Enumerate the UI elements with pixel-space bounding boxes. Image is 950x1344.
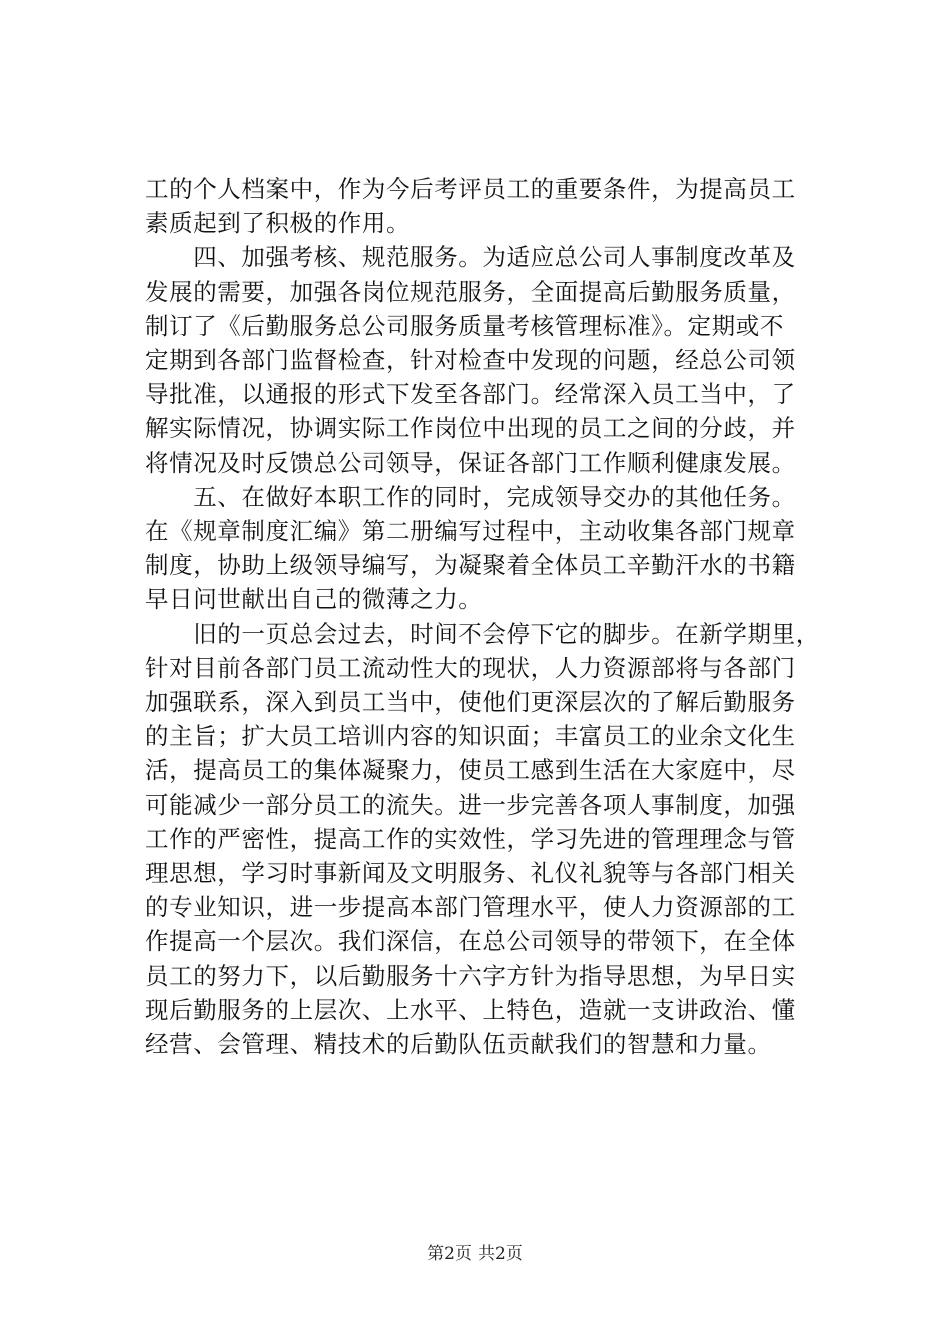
text-line: 导批准，以通报的形式下发至各部门。经常深入员工当中，了	[145, 380, 796, 409]
text-line: 四、加强考核、规范服务。为适应总公司人事制度改革及	[145, 243, 796, 272]
text-line: 解实际情况，协调实际工作岗位中出现的员工之间的分歧，并	[145, 414, 796, 443]
text-line: 定期到各部门监督检查，针对检查中发现的问题，经总公司领	[145, 346, 796, 375]
text-line: 作提高一个层次。我们深信，在总公司领导的带领下，在全体	[145, 927, 796, 956]
text-line: 活，提高员工的集体凝聚力，使员工感到生活在大家庭中，尽	[145, 756, 796, 785]
page-footer	[0, 1243, 950, 1265]
text-line: 制度，协助上级领导编写，为凝聚着全体员工辛勤汗水的书籍	[145, 551, 796, 580]
text-line: 早日问世献出自己的微薄之力。	[145, 585, 483, 614]
text-line: 员工的努力下，以后勤服务十六字方针为指导思想，为早日实	[145, 961, 796, 990]
page-total: 共2页	[478, 1244, 523, 1264]
text-line: 的主旨；扩大员工培训内容的知识面；丰富员工的业余文化生	[145, 722, 796, 751]
text-line: 旧的一页总会过去，时间不会停下它的脚步。在新学期里，	[145, 619, 820, 648]
document-body	[145, 172, 835, 1061]
text-line: 将情况及时反馈总公司领导，保证各部门工作顺利健康发展。	[145, 448, 796, 477]
text-line: 针对目前各部门员工流动性大的现状，人力资源部将与各部门	[145, 653, 796, 682]
text-line: 的专业知识，进一步提高本部门管理水平，使人力资源部的工	[145, 893, 796, 922]
text-line: 现后勤服务的上层次、上水平、上特色，造就一支讲政治、懂	[145, 995, 796, 1024]
text-line: 工的个人档案中，作为今后考评员工的重要条件，为提高员工	[145, 175, 796, 203]
text-line: 发展的需要，加强各岗位规范服务，全面提高后勤服务质量，	[145, 277, 796, 306]
text-line: 经营、会管理、精技术的后勤队伍贡献我们的智慧和力量。	[145, 1030, 772, 1059]
text-line: 素质起到了积极的作用。	[145, 209, 411, 238]
text-line: 制订了《后勤服务总公司服务质量考核管理标准》。定期或不	[145, 311, 784, 340]
text-line: 理思想，学习时事新闻及文明服务、礼仪礼貌等与各部门相关	[145, 859, 796, 888]
text-line: 五、在做好本职工作的同时，完成领导交办的其他任务。	[145, 482, 796, 511]
text-line: 加强联系，深入到员工当中，使他们更深层次的了解后勤服务	[145, 688, 796, 717]
text-line: 工作的严密性，提高工作的实效性，学习先进的管理理念与管	[145, 824, 796, 853]
text-line: 在《规章制度汇编》第二册编写过程中，主动收集各部门规章	[145, 517, 796, 546]
page-number: 第2页	[427, 1244, 472, 1264]
text-line: 可能减少一部分员工的流失。进一步完善各项人事制度，加强	[145, 790, 796, 819]
